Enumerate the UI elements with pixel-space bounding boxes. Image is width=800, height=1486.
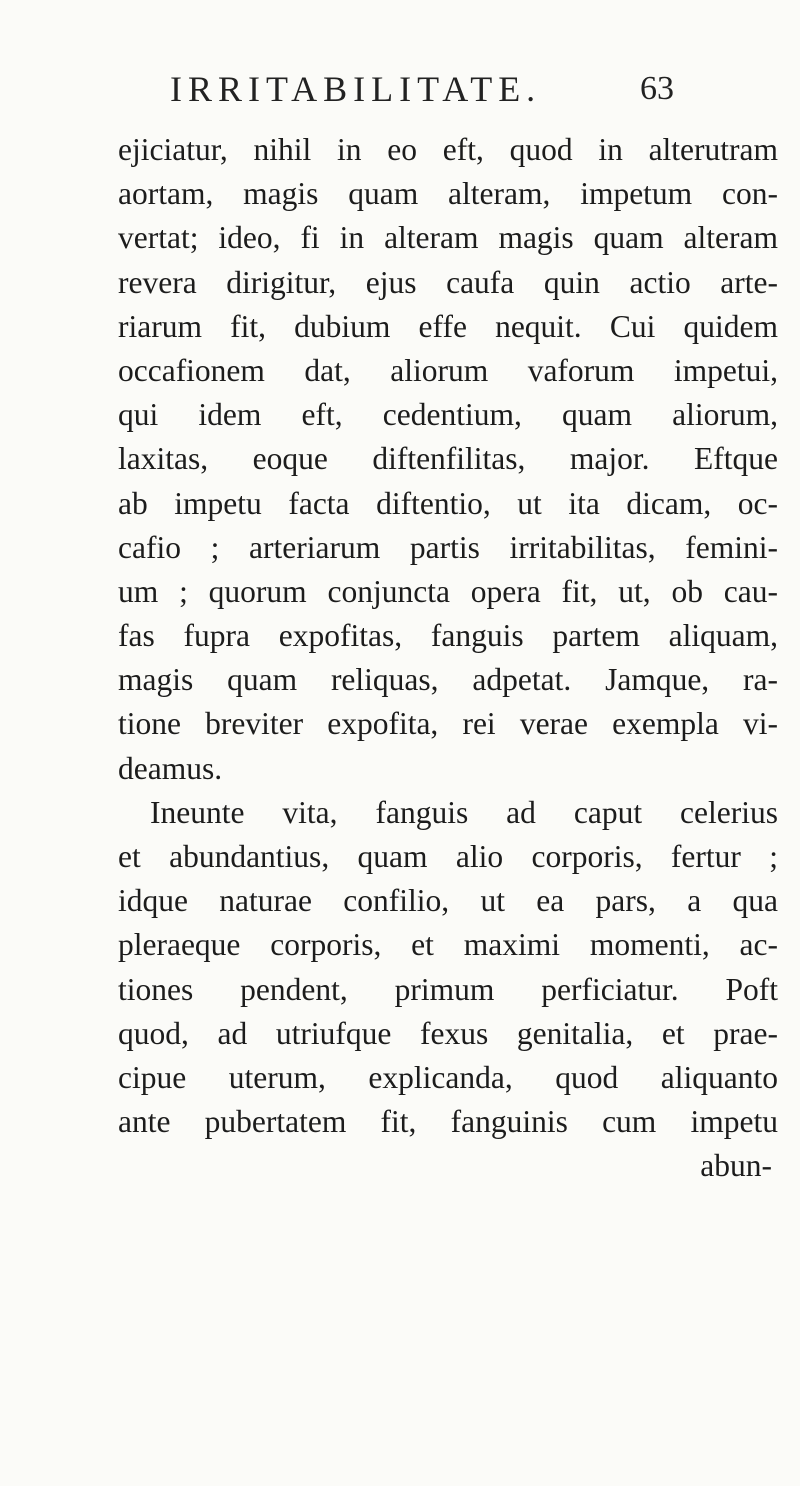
catchword: abun- [700,1148,772,1184]
text-line: cafio ; arteriarum partis irritabilitas, femini- [118,529,778,565]
text-line: riarum fit, dubium effe nequit. Cui quidem [118,308,778,344]
running-head [170,64,674,114]
text-line: ante pubertatem fit, fanguinis cum impetu [118,1104,778,1140]
text-line: ab impetu facta diftentio, ut ita dicam, oc- [118,485,778,521]
text-line: ejiciatur, nihil in eo eft, quod in alterutram [118,132,778,167]
text-line: idque naturae confilio, ut ea pars, a qua [118,883,778,919]
text-line: fas fupra expofitas, fanguis partem aliquam, [118,618,778,654]
text-line: laxitas, eoque diftenfilitas, major. Eftque [118,441,778,477]
text-line: tione breviter expofita, rei verae exempla vi- [118,706,778,742]
body-text [118,128,778,1189]
paragraph-start-line: Ineunte vita, fanguis ad caput celerius [150,794,778,830]
text-line: tiones pendent, primum perficiatur. Poft [118,971,778,1007]
text-line: magis quam reliquas, adpetat. Jamque, ra- [118,662,778,698]
text-line: occafionem dat, aliorum vaforum impetui, [118,352,778,388]
text-line: quod, ad utriufque fexus genitalia, et prae- [118,1015,778,1051]
paragraph-end-line: deamus. [118,750,223,786]
text-line: aortam, magis quam alteram, impetum con- [118,176,778,212]
text-line: revera dirigitur, ejus caufa quin actio arte- [118,264,778,300]
text-line: qui idem eft, cedentium, quam aliorum, [118,397,778,433]
text-line: pleraeque corporis, et maximi momenti, ac- [118,927,778,963]
page-number: 63 [640,70,674,107]
text-line: cipue uterum, explicanda, quod aliquanto [118,1059,778,1095]
text-line: vertat; ideo, fi in alteram magis quam alteram [118,220,778,256]
running-title: IRRITABILITATE. [170,69,542,109]
text-line: et abundantius, quam alio corporis, fertur ; [118,839,778,874]
text-line: um ; quorum conjuncta opera fit, ut, ob cau- [118,573,778,609]
